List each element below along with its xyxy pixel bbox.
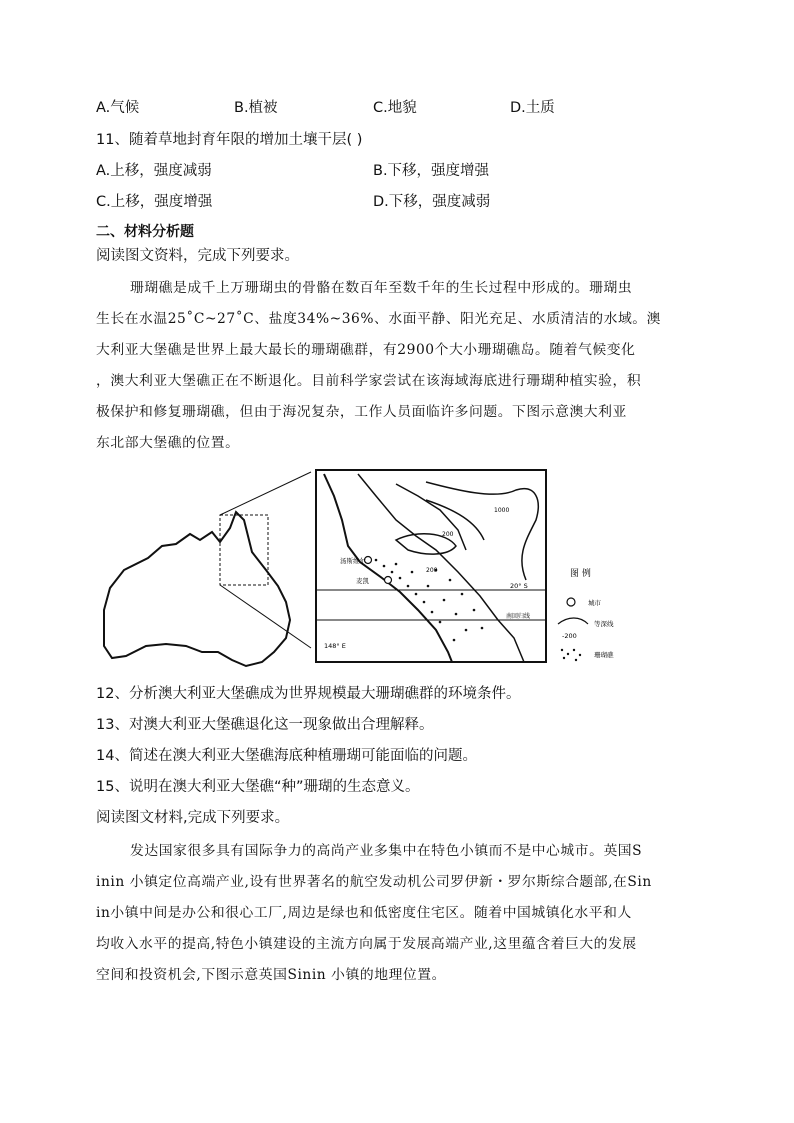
detail-frame [316,470,546,662]
section-heading: 二、材料分析题 [96,224,194,240]
city-label-1: 汤斯维尔 [340,557,366,565]
paragraph-line-2: 生长在水温25˚C~27˚C、盐度34%~36%、水面平静、阳光充足、水质清洁的水域。澳 [96,311,661,327]
depth-label-b: 200 [442,531,454,538]
paragraph-line-3: 大利亚大堡礁是世界上最大最长的珊瑚礁群，有2900个大小珊瑚礁岛。随着气候变化 [96,342,636,358]
city-label-2: 麦凯 [356,577,369,585]
legend-contour-label: 等深线 [594,620,614,628]
paragraph2-line-3: in小镇中间是办公和很心工厂,周边是绿也和低密度住宅区。随着中国城镇化水平和人 [96,905,632,921]
question-13: 13、对澳大利亚大堡礁退化这一现象做出合理解释。 [96,717,434,733]
question-12: 12、分析澳大利亚大堡礁成为世界规模最大珊瑚礁群的环境条件。 [96,686,521,702]
q10-option-b[interactable]: B.植被 [234,100,278,116]
q10-option-d[interactable]: D.土质 [510,100,555,116]
q11-options-row1 [96,159,616,181]
legend-city-icon [567,598,575,606]
legend-reef-label: 珊瑚礁 [594,651,614,659]
paragraph2-line-5: 空间和投资机会,下图示意英国Sinin 小镇的地理位置。 [96,967,446,983]
q11-option-b[interactable]: B.下移，强度增强 [373,163,490,179]
q11-options-row2 [96,190,616,212]
section-intro: 阅读图文资料，完成下列要求。 [96,248,299,264]
inset-box [220,515,268,585]
q11-option-c[interactable]: C.上移，强度增强 [96,194,213,210]
australia-outline [104,512,290,666]
q11-option-d[interactable]: D.下移，强度减弱 [373,194,491,210]
paragraph-line-5: 极保护和修复珊瑚礁，但由于海况复杂，工作人员面临许多问题。下图示意澳大利亚 [96,404,627,420]
paragraph-line-4: ，澳大利亚大堡礁正在不断退化。目前科学家尝试在该海域海底进行珊瑚种植实验，积 [96,373,642,389]
map-legend [558,567,614,661]
intro-2: 阅读图文材料,完成下列要求。 [96,810,290,826]
lon-label: 148° E [324,642,346,650]
legend-contour-icon [558,618,588,624]
q10-option-a[interactable]: A.气候 [96,100,140,116]
depth-label-c: 200 [426,567,438,574]
paragraph2-line-1: 发达国家很多具有国际争力的高尚产业多集中在特色小镇而不是中心城市。英国S [130,843,643,859]
question-15: 15、说明在澳大利亚大堡礁“种”珊瑚的生态意义。 [96,779,420,795]
legend-depth-value: -200 [562,632,577,640]
q11-stem: 11、随着草地封育年限的增加土壤干层( ) [96,132,363,148]
depth-label-a: 1000 [494,507,510,514]
q11-option-a[interactable]: A.上移，强度减弱 [96,163,212,179]
q10-option-c[interactable]: C.地貌 [373,100,417,116]
legend-title: 图 例 [570,569,591,579]
city-marker-2 [385,577,392,584]
tropic-label: 南回归线 [506,613,531,620]
question-14: 14、简述在澳大利亚大堡礁海底种植珊瑚可能面临的问题。 [96,748,477,764]
paragraph2-line-4: 均收入水平的提高,特色小镇建设的主流方向属于发展高端产业,这里蕴含着巨大的发展 [96,936,637,952]
q10-options-row [96,96,616,118]
legend-city-label: 城市 [588,599,601,607]
great-barrier-reef-map [96,460,656,670]
legend-reef-icon [561,649,581,661]
lat-label: 20° S [510,582,528,590]
paragraph-line-6: 东北部大堡礁的位置。 [96,435,240,451]
paragraph-line-1: 珊瑚礁是成千上万珊瑚虫的骨骼在数百年至数千年的生长过程中形成的。珊瑚虫 [130,280,633,296]
paragraph2-line-2: inin 小镇定位高端产业,设有世界著名的航空发动机公司罗伊新・罗尔斯综合题部,在Sin [96,874,652,890]
